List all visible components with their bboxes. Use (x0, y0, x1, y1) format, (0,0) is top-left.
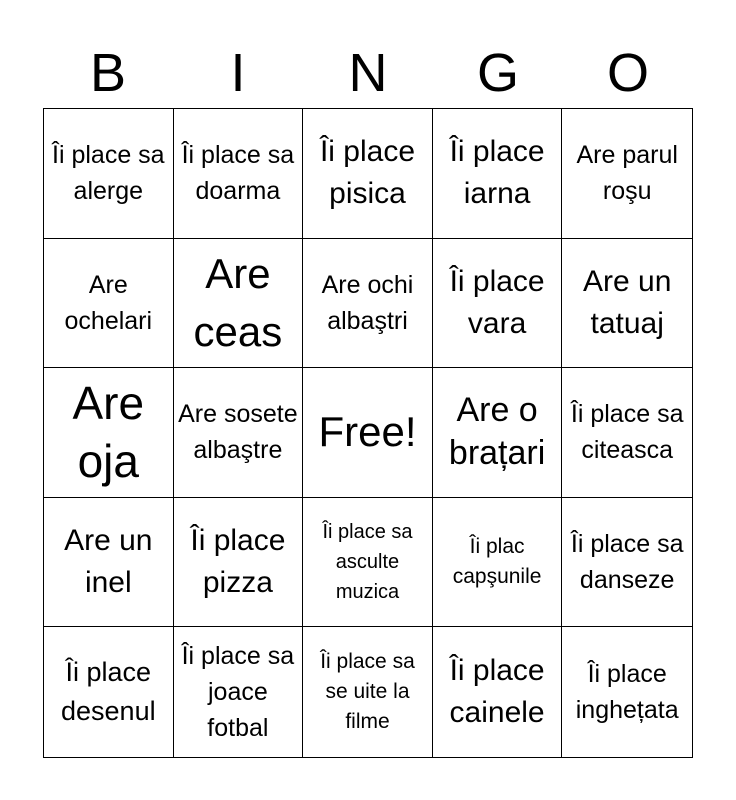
cell-text: Îi place cainele (449, 654, 545, 730)
bingo-cell-r1c2[interactable] (174, 109, 304, 239)
cell-text: Îi place sa alerge (52, 141, 165, 206)
bingo-cell-r3c2[interactable] (174, 368, 304, 498)
cell-text: Îi place sa asculte muzica (322, 521, 413, 604)
cell-text: Are parul roşu (576, 141, 678, 206)
bingo-cell-r5c4[interactable] (433, 627, 563, 757)
cell-text: Are ceas (193, 249, 283, 355)
bingo-cell-r1c4[interactable] (433, 109, 563, 239)
cell-text: Are ochi albaştri (321, 270, 414, 335)
bingo-grid (43, 108, 693, 758)
bingo-cell-r5c1[interactable] (44, 627, 174, 757)
bingo-cell-r4c1[interactable] (44, 498, 174, 628)
cell-text: Îi place desenul (61, 657, 156, 727)
cell-text: Îi place inghețata (575, 660, 679, 725)
bingo-cell-r1c3[interactable] (303, 109, 433, 239)
cell-text: Are oja (72, 377, 145, 488)
cell-text: Îi place vara (449, 264, 545, 340)
cell-text: Îi place sa danseze (570, 530, 684, 595)
bingo-header (43, 38, 693, 108)
cell-text: Îi place pizza (190, 524, 286, 600)
bingo-cell-r2c2[interactable] (174, 239, 304, 369)
bingo-cell-r5c2[interactable] (174, 627, 304, 757)
bingo-cell-r5c5[interactable] (562, 627, 692, 757)
header-letter-o: O (606, 43, 649, 103)
bingo-cell-r4c3[interactable] (303, 498, 433, 628)
cell-text: Îi place sa citeasca (570, 400, 684, 465)
cell-text: Îi place sa joace fotbal (181, 642, 295, 743)
cell-text: Îi place sa se uite la filme (320, 650, 415, 734)
bingo-cell-r1c5[interactable] (562, 109, 692, 239)
header-letter-i: I (230, 43, 246, 103)
bingo-cell-r3c5[interactable] (562, 368, 692, 498)
cell-text: Îi place pisica (319, 135, 416, 211)
cell-text: Are sosete albaştre (178, 400, 298, 465)
bingo-cell-r3c4[interactable] (433, 368, 563, 498)
cell-text: Free! (318, 408, 417, 456)
header-letter-b: B (89, 43, 127, 103)
bingo-cell-r3c1[interactable] (44, 368, 174, 498)
bingo-cell-r5c3[interactable] (303, 627, 433, 757)
cell-text: Îi place iarna (449, 135, 545, 211)
header-letter-g: G (476, 43, 519, 103)
cell-text: Are ochelari (64, 270, 153, 335)
free-space[interactable] (303, 368, 433, 498)
bingo-cell-r2c5[interactable] (562, 239, 692, 369)
cell-text: Are un inel (64, 524, 153, 600)
bingo-cell-r2c4[interactable] (433, 239, 563, 369)
bingo-cell-r2c3[interactable] (303, 239, 433, 369)
header-letter-n: N (348, 43, 388, 103)
bingo-cell-r4c2[interactable] (174, 498, 304, 628)
bingo-cell-r2c1[interactable] (44, 239, 174, 369)
cell-text: Are un tatuaj (583, 264, 672, 340)
bingo-cell-r4c4[interactable] (433, 498, 563, 628)
cell-text: Îi place sa doarma (181, 141, 295, 206)
bingo-cell-r1c1[interactable] (44, 109, 174, 239)
cell-text: Îi plac capşunile (452, 535, 542, 589)
cell-text: Are o brațari (448, 391, 546, 473)
bingo-cell-r4c5[interactable] (562, 498, 692, 628)
